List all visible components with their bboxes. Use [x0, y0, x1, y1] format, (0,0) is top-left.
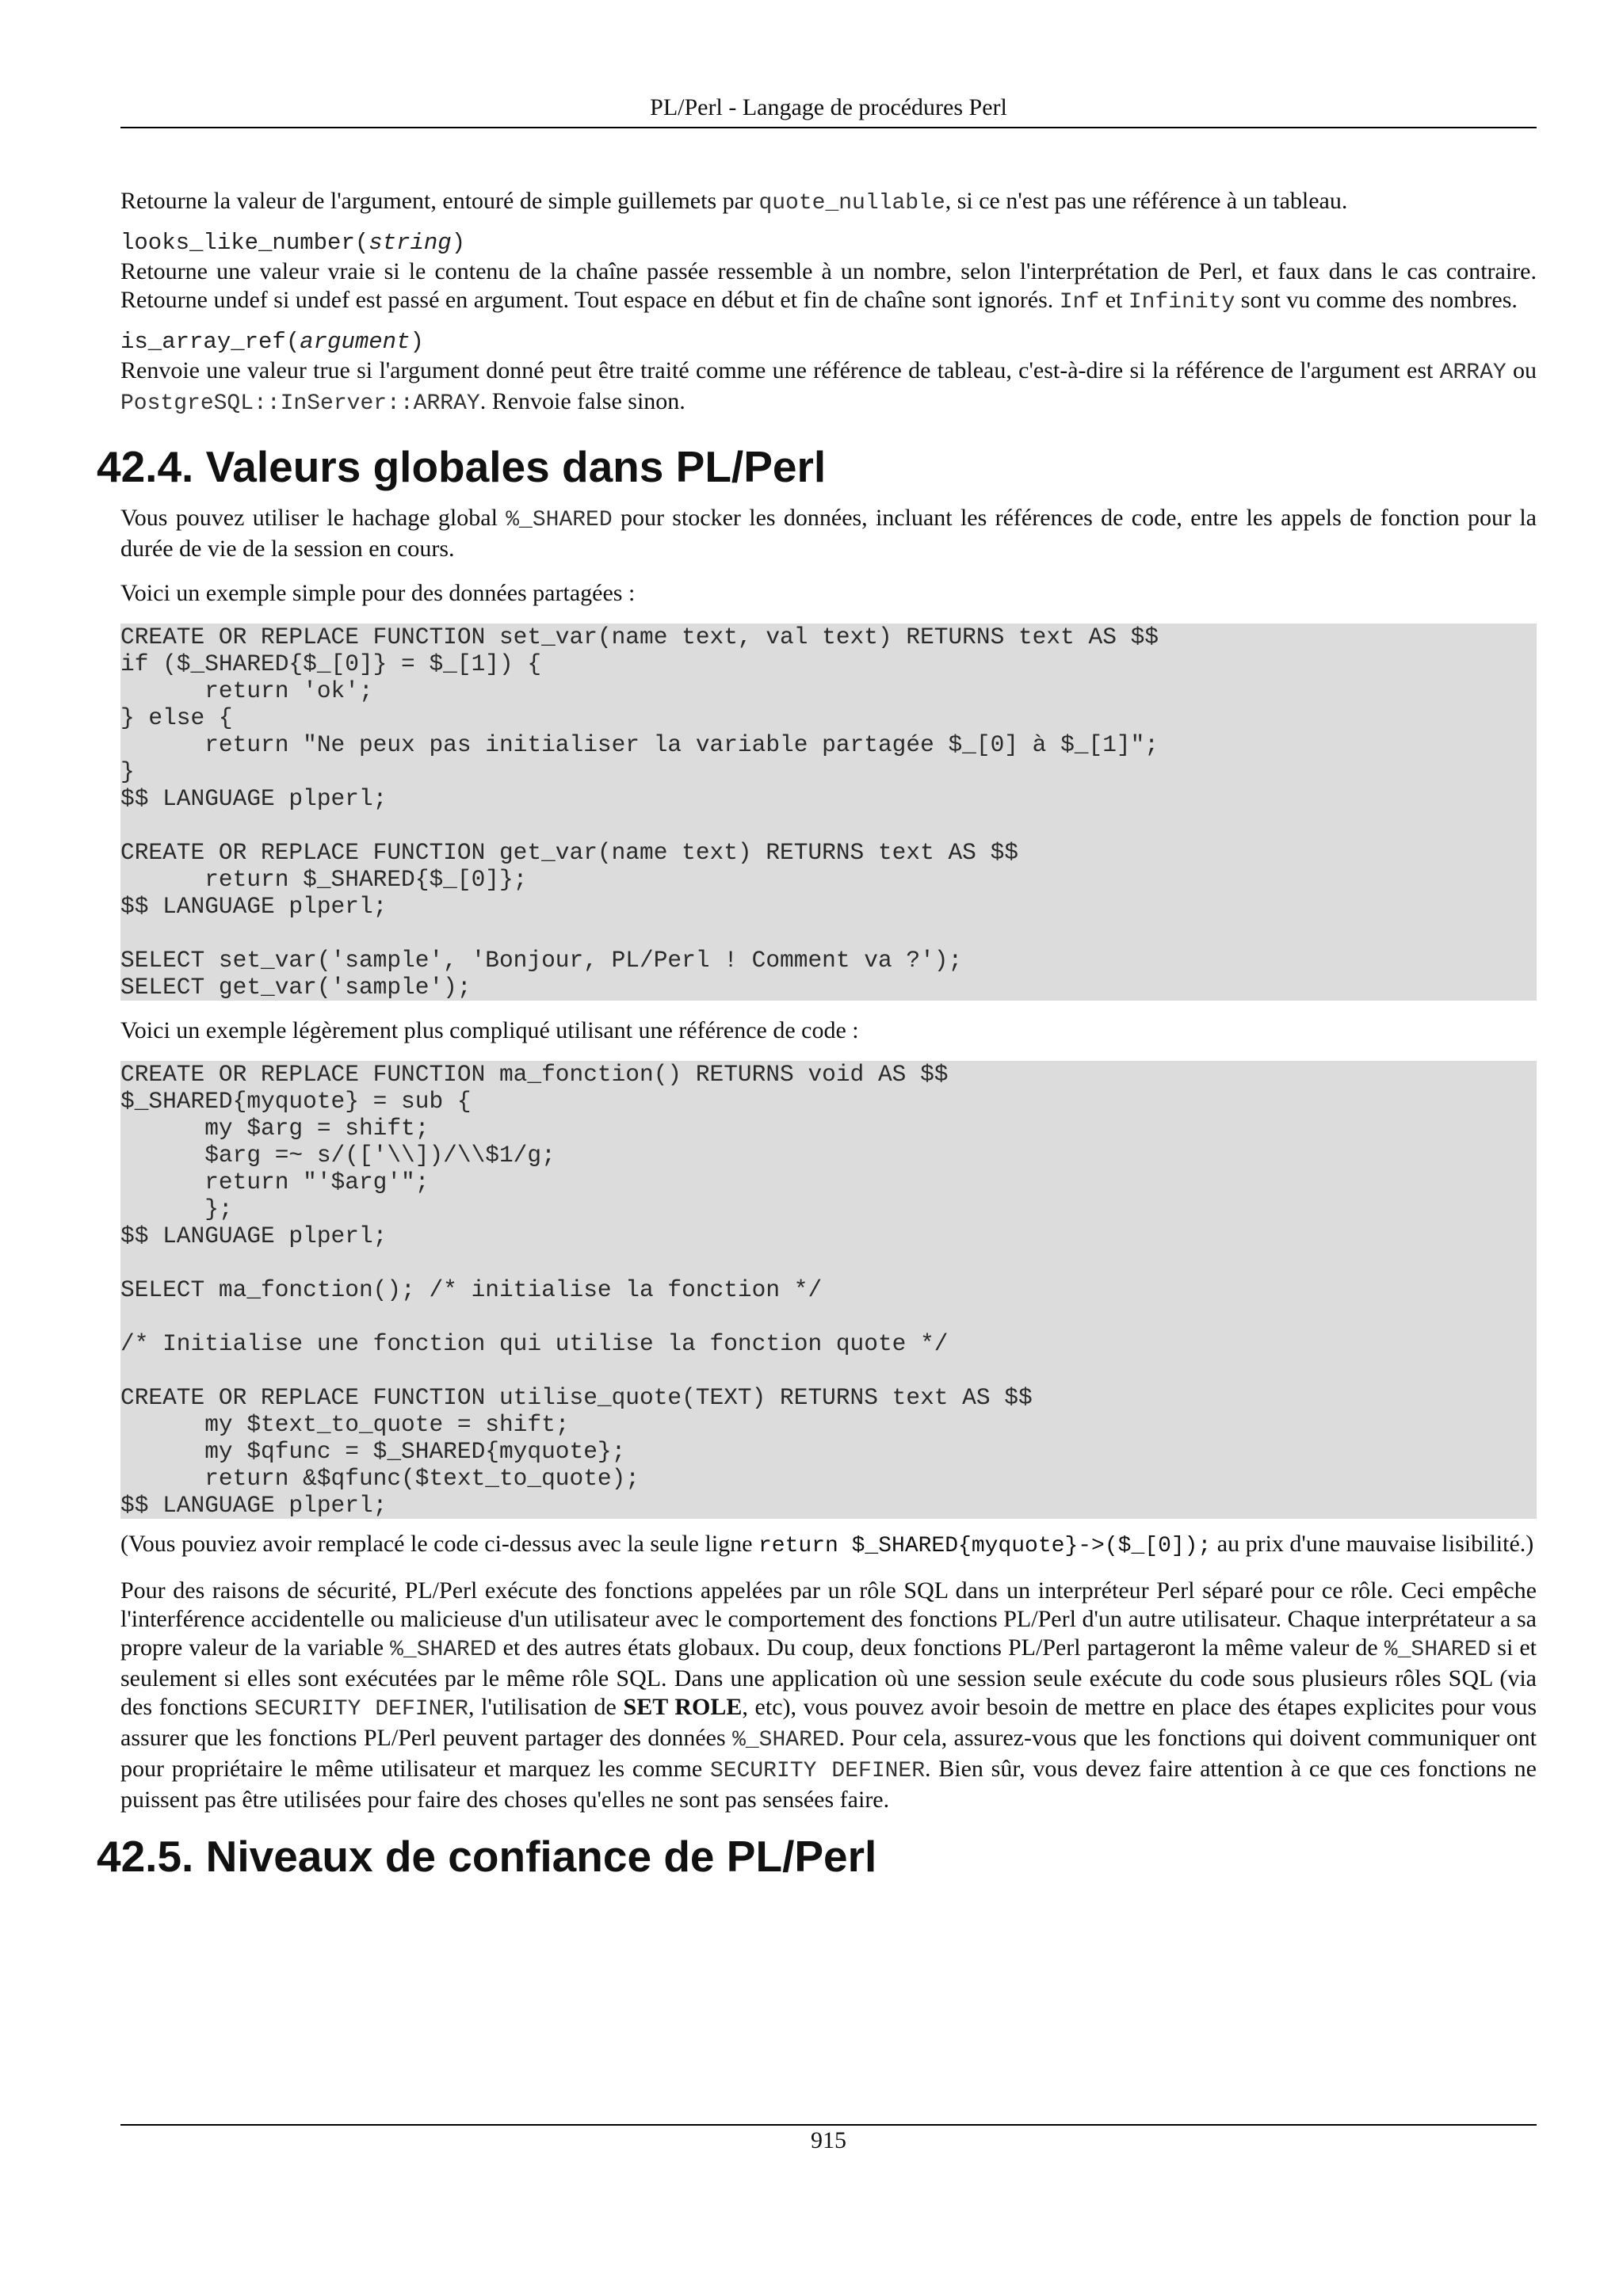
inline-code: Inf: [1059, 290, 1100, 315]
paragraph-security: Pour des raisons de sécurité, PL/Perl exécute des fonctions appelées par un rôle SQL dans un interpréteur Perl séparé pour ce rôle. Ceci empêche l'interférence accidentelle ou malicieuse d'un utilisateur avec le comportement des fonctions PL/Perl d'un autre utilisateur. Chaque interprétateur a sa propre valeur de la variable %_SHARED et des autres états globaux. Du coup, deux fonctions PL/Perl partageront la même valeur de %_SHARED si et seulement si elles sont exécutées par le même rôle SQL. Dans une application où une session seule exécute du code sous plusieurs rôles SQL (via des fonctions SECURITY DEFINER, l'utilisation de SET ROLE, etc), vous pouvez avoir besoin de mettre en place des étapes explicites pour vous assurer que les fonctions PL/Perl peuvent partager des données %_SHARED. Pour cela, assurez-vous que les fonctions qui doivent communiquer ont pour propriétaire le même utilisateur et marquez les comme SECURITY DEFINER. Bien sûr, vous devez faire attention à ce que ces fonctions ne puissent pas être utilisées pour faire des choses qu'elles ne sont pas sensées faire.: [120, 1577, 1537, 1813]
section-heading-42-5: 42.5. Niveaux de confiance de PL/Perl: [97, 1832, 877, 1881]
inline-code: Infinity: [1128, 290, 1235, 315]
inline-code: %_SHARED: [732, 1728, 839, 1753]
paragraph-shared-hash: Vous pouvez utiliser le hachage global %_SHARED pour stocker les données, incluant les références de code, entre les appels de fonction pour la durée de vie de la session en cours.: [120, 505, 1537, 562]
inline-code: %_SHARED: [390, 1638, 497, 1662]
inline-code: SECURITY DEFINER: [254, 1697, 468, 1722]
code-block-shared-data: CREATE OR REPLACE FUNCTION set_var(name text, val text) RETURNS text AS $$ if ($_SHARED{$_[0]} = $_[1]) { return 'ok'; } else { return "Ne peux pas initialiser la variable partagée $_[0] à $_[1]"; } $$ LANGUAGE plperl; CREATE OR REPLACE FUNCTION get_var(name text) RETURNS text AS $$ return $_SHARED{$_[0]}; $$ LANGUAGE plperl; SELECT set_var('sample', 'Bonjour, PL/Perl ! Comment va ?'); SELECT get_var('sample');: [120, 624, 1537, 1001]
definition-is-array-ref: Renvoie une valeur true si l'argument donné peut être traité comme une référence de tableau, c'est-à-dire si la référence de l'argument est ARRAY ou PostgreSQL::InServer::ARRAY. Renvoie false sinon.: [120, 357, 1537, 416]
definition-looks-like-number: Retourne une valeur vraie si le contenu de la chaîne passée ressemble à un nombre, selon l'interprétation de Perl, et faux dans le cas contraire. Retourne undef si undef est passé en argument. Tout espace en début et fin de chaîne sont ignorés. Inf et Infinity sont vu comme des nombres.: [120, 258, 1537, 315]
definition-continuation: Retourne la valeur de l'argument, entouré de simple guillemets par quote_nullable, si ce n'est pas une référence à un tableau.: [120, 188, 1348, 215]
page-content: [97, 187, 1537, 1882]
paragraph-single-line-note: (Vous pouviez avoir remplacé le code ci-dessus avec la seule ligne return $_SHARED{myquote}->($_[0]); au prix d'une mauvaise lisibilité.): [120, 1531, 1534, 1558]
paragraph-simple-example-intro: Voici un exemple simple pour des données partagées :: [120, 580, 636, 606]
code-block-code-reference: CREATE OR REPLACE FUNCTION ma_fonction() RETURNS void AS $$ $_SHARED{myquote} = sub { my $arg = shift; $arg =~ s/(['\\])/\\$1/g; return "'$arg'"; }; $$ LANGUAGE plperl; SELECT ma_fonction(); /* initialise la fonction */ /* Initialise une fonction qui utilise la fonction quote */ CREATE OR REPLACE FUNCTION utilise_quote(TEXT) RETURNS text AS $$ my $text_to_quote = shift; my $qfunc = $_SHARED{myquote}; return &$qfunc($text_to_quote); $$ LANGUAGE plperl;: [120, 1061, 1537, 1519]
term-is-array-ref: is_array_ref(argument): [120, 329, 424, 355]
inline-code: quote_nullable: [758, 191, 945, 215]
term-looks-like-number: looks_like_number(string): [120, 230, 466, 256]
bold-command: SET ROLE: [623, 1694, 743, 1720]
header-rule: [120, 127, 1537, 128]
section-heading-42-4: 42.4. Valeurs globales dans PL/Perl: [97, 442, 827, 491]
running-header: PL/Perl - Langage de procédures Perl: [650, 94, 1007, 120]
inline-code: ARRAY: [1439, 360, 1507, 385]
inline-code: PostgreSQL::InServer::ARRAY: [120, 391, 480, 416]
page-number: 915: [811, 2127, 846, 2153]
paragraph-code-ref-intro: Voici un exemple légèrement plus compliqué utilisant une référence de code :: [120, 1017, 859, 1043]
inline-code: %_SHARED: [506, 508, 613, 532]
inline-code: return $_SHARED{myquote}->($_[0]);: [758, 1534, 1212, 1558]
footer-rule: [120, 2124, 1537, 2126]
inline-code: SECURITY DEFINER: [709, 1759, 926, 1783]
inline-code: %_SHARED: [1384, 1638, 1491, 1662]
